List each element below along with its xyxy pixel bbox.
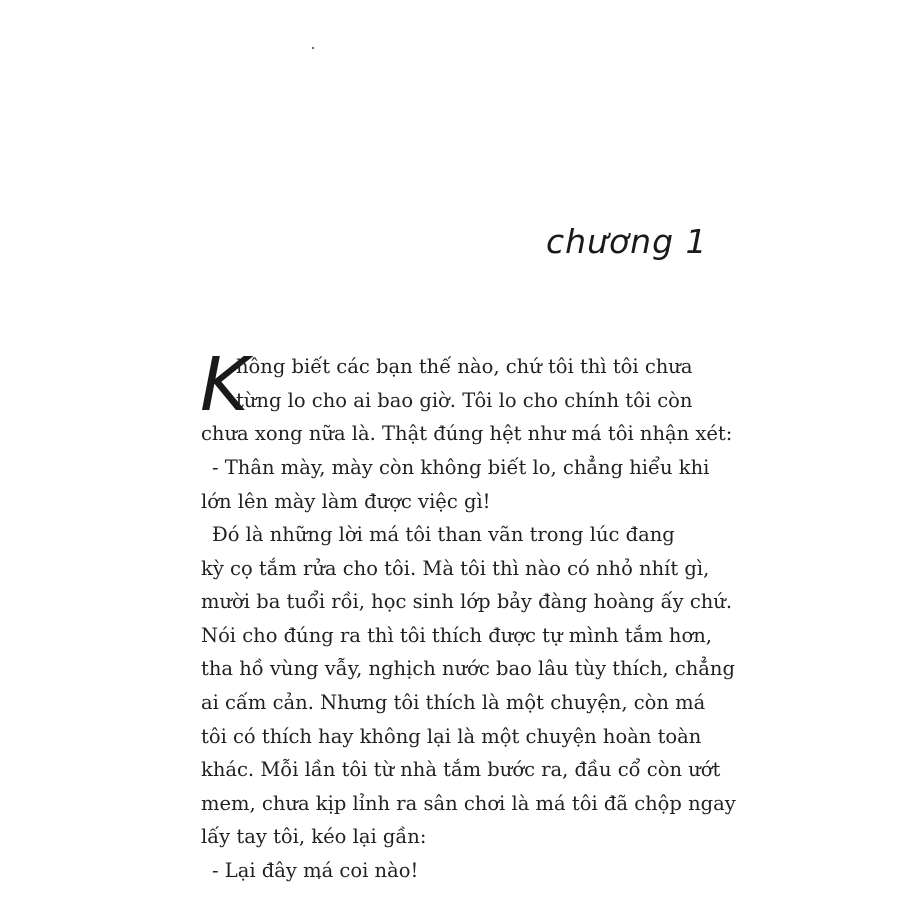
text-line: khác. Mỗi lần tôi từ nhà tắm bước ra, đầu cổ còn ướt [201, 758, 721, 781]
text-line: lấy tay tôi, kéo lại gần: [201, 825, 427, 848]
text-line: Nói cho đúng ra thì tôi thích được tự mình tắm hơn, [201, 624, 712, 647]
text-line: tha hồ vùng vẫy, nghịch nước bao lâu tùy thích, chẳng [201, 657, 735, 680]
text-line: Đó là những lời má tôi than vãn trong lúc đang [212, 523, 675, 546]
text-line: lớn lên mày làm được việc gì! [201, 490, 491, 513]
chapter-heading: chương 1 [546, 222, 708, 261]
text-line: mười ba tuổi rồi, học sinh lớp bảy đàng hoàng ấy chứ. [201, 590, 733, 613]
scan-speck [312, 47, 314, 49]
text-line: chưa xong nữa là. Thật đúng hệt như má tôi nhận xét: [201, 422, 733, 445]
drop-cap-letter: K [200, 342, 249, 428]
text-line: kỳ cọ tắm rửa cho tôi. Mà tôi thì nào có nhỏ nhít gì, [201, 557, 710, 580]
text-line: tôi có thích hay không lại là một chuyện hoàn toàn [201, 725, 702, 748]
text-line: - Lại đây má coi nào! [212, 859, 419, 882]
text-line: hông biết các bạn thế nào, chứ tôi thì tôi chưa [236, 355, 693, 378]
text-line: ai cấm cản. Nhưng tôi thích là một chuyện, còn má [201, 691, 706, 714]
text-line: mem, chưa kịp lỉnh ra sân chơi là má tôi đã chộp ngay [201, 792, 736, 815]
text-line: - Thân mày, mày còn không biết lo, chẳng hiểu khi [212, 456, 710, 479]
text-line: từng lo cho ai bao giờ. Tôi lo cho chính tôi còn [236, 389, 693, 412]
